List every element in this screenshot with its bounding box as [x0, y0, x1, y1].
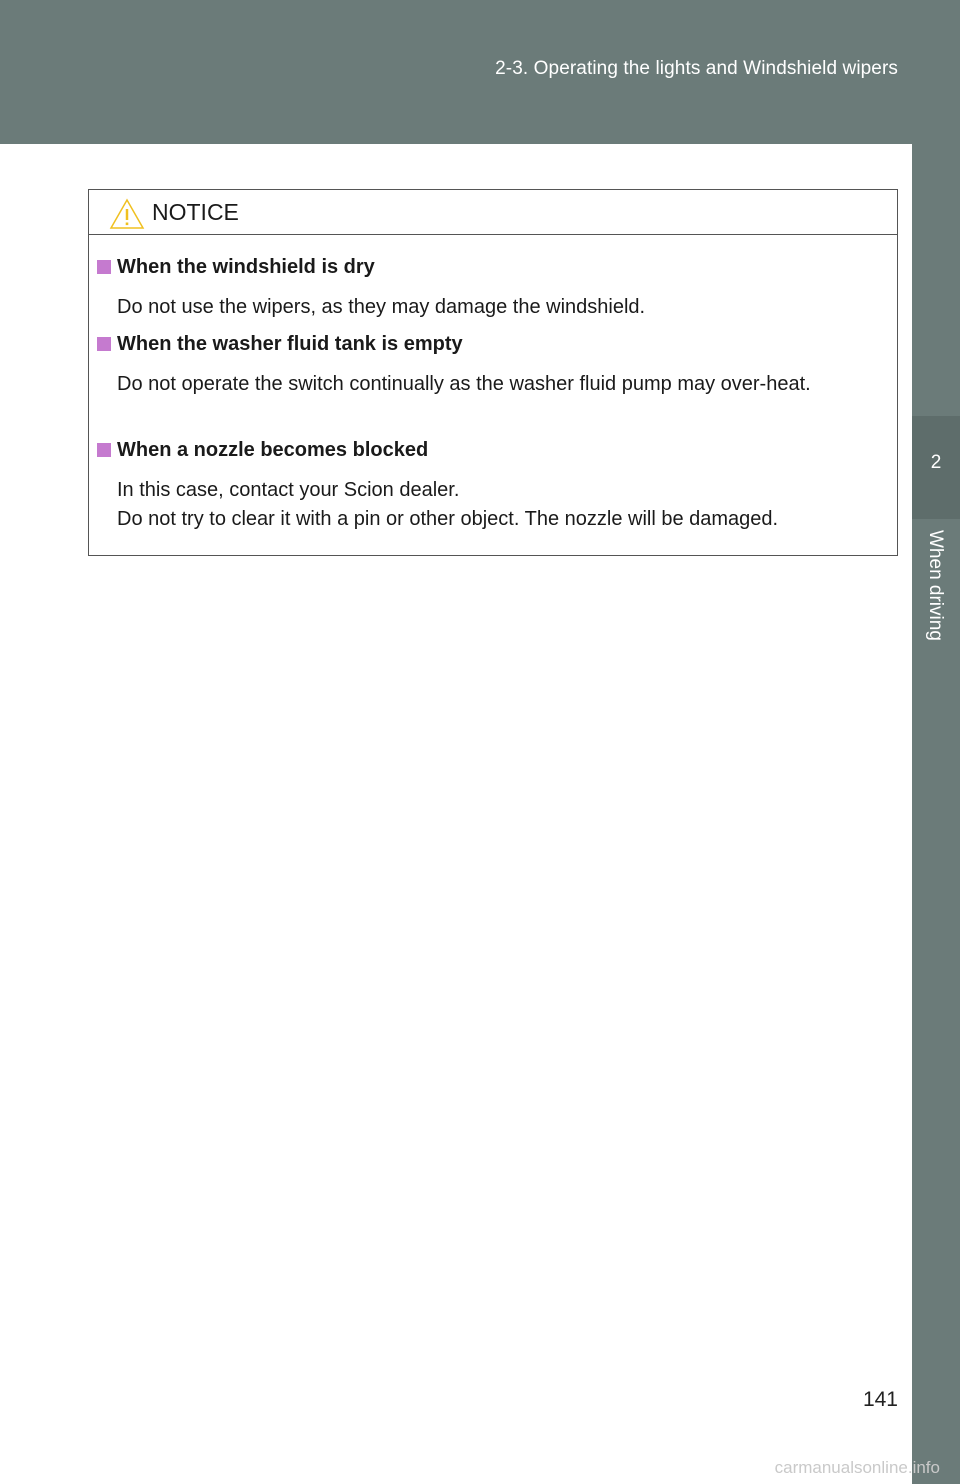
- chapter-label-container: [912, 530, 960, 660]
- bullet-icon: [97, 443, 111, 457]
- bullet-icon: [97, 337, 111, 351]
- warning-triangle-icon: [109, 198, 145, 230]
- notice-item-body: Do not operate the switch continually as the washer fluid pump may over-heat.: [117, 373, 811, 395]
- body-line: Do not try to clear it with a pin or other object. The nozzle will be damaged.: [117, 508, 779, 530]
- body-line: In this case, contact your Scion dealer.: [117, 479, 460, 501]
- notice-item: [97, 333, 885, 399]
- notice-item-body: Do not use the wipers, as they may damage the windshield.: [117, 296, 646, 318]
- chapter-number: 2: [930, 452, 942, 473]
- side-tab-upper: [912, 144, 960, 416]
- notice-item-heading: When the washer fluid tank is empty: [117, 333, 463, 355]
- notice-title: NOTICE: [152, 199, 239, 225]
- section-title: 2-3. Operating the lights and Windshield wipers: [495, 58, 898, 79]
- notice-box: [88, 189, 898, 556]
- watermark: carmanualsonline.info: [774, 1458, 940, 1477]
- chapter-label: When driving: [925, 530, 946, 641]
- notice-header: [89, 190, 897, 235]
- page-header: [0, 0, 960, 144]
- notice-item: [97, 439, 885, 534]
- side-tab-lower: [912, 519, 960, 1484]
- notice-item-body: [117, 476, 885, 534]
- notice-item-heading: When a nozzle becomes blocked: [117, 439, 429, 461]
- chapter-tab: [912, 416, 960, 519]
- bullet-icon: [97, 260, 111, 274]
- notice-item-heading: When the windshield is dry: [117, 256, 375, 278]
- page-number: 141: [862, 1388, 898, 1411]
- notice-item: [97, 256, 885, 322]
